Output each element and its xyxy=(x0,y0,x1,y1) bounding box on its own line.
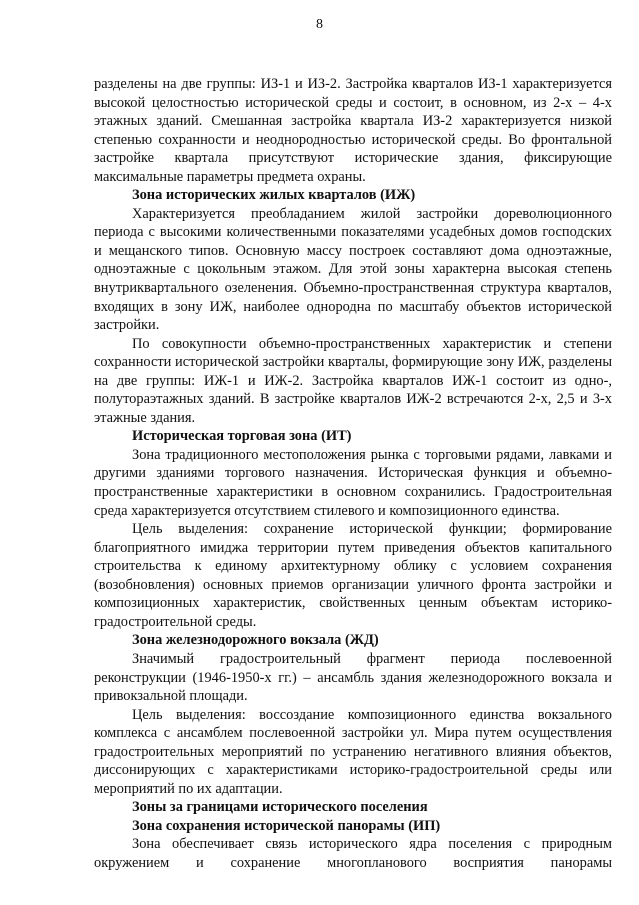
section-heading: Зона исторических жилых кварталов (ИЖ) xyxy=(132,187,416,204)
page-body xyxy=(94,75,612,873)
paragraph: Цель выделения: воссоздание композиционного единства вокзального комплекса с ансамблем послевоенной застройки ул. Мира путем осуществления градостроительных мероприятий по устранению негативного влияния объектов, диссонирующих с характеристиками историко-градостроительной среды или мероприятий по их адаптации. xyxy=(94,706,612,797)
section-heading: Зона железнодорожного вокзала (ЖД) xyxy=(132,632,379,649)
paragraph: Характеризуется преобладанием жилой застройки дореволюционного периода с высокими количественными показателями усадебных домов господских и мещанского типов. Основную массу построек составляют дома одноэтажные, одноэтажные с цокольным этажом. Для этой зоны характерна высокая степень внутриквартального озеленения. Объемно-пространственная структура кварталов, входящих в зону ИЖ, наиболее однородна по масштабу объектов исторической застройки. xyxy=(94,205,612,334)
paragraph: Зона традиционного местоположения рынка с торговыми рядами, лавками и другими зданиями торгового назначения. Историческая функция и объемно-пространственные характеристики в основном сохранились. Градостроительная среда характеризуется отсутствием стилевого и композиционного единства. xyxy=(94,446,612,519)
paragraph: разделены на две группы: ИЗ-1 и ИЗ-2. Застройка кварталов ИЗ-1 характеризуется высокой целостностью исторической среды и состоит, в основном, из 2-х – 4-х этажных зданий. Смешанная застройка квартала ИЗ-2 характеризуется низкой степенью сохранности и неоднородностью исторической среды. Во фронтальной застройке квартала присутствуют исторические здания, фиксирующие максимальные параметры предмета охраны. xyxy=(94,76,612,185)
paragraph: По совокупности объемно-пространственных характеристик и степени сохранности исторической застройки кварталы, формирующие зону ИЖ, разделены на две группы: ИЖ-1 и ИЖ-2. Застройка кварталов ИЖ-1 состоит из одно-, полутораэтажных зданий. В застройке кварталов ИЖ-2 встречаются 2-х, 2,5 и 3-х этажные здания. xyxy=(94,335,612,426)
page-number: 8 xyxy=(316,17,323,32)
section-heading: Зоны за границами исторического поселения xyxy=(132,799,428,816)
section-heading: Историческая торговая зона (ИТ) xyxy=(132,428,352,445)
paragraph: Значимый градостроительный фрагмент периода послевоенной реконструкции (1946-1950-х гг.) – ансамбль здания железнодорожного вокзала и привокзальной площади. xyxy=(94,650,612,705)
paragraph: Зона обеспечивает связь исторического ядра поселения с природным окружением и сохранение многопланового восприятия панорамы xyxy=(94,836,612,871)
paragraph: Цель выделения: сохранение исторической функции; формирование благоприятного имиджа территории путем приведения объектов капитального строительства к единому архитектурному облику с условием сохранения (возобновления) основных приемов организации уличного фронта застройки и композиционных характеристик, свойственных ценным объектам историко-градостроительной среды. xyxy=(94,521,612,630)
section-heading: Зона сохранения исторической панорамы (ИП) xyxy=(132,817,441,834)
